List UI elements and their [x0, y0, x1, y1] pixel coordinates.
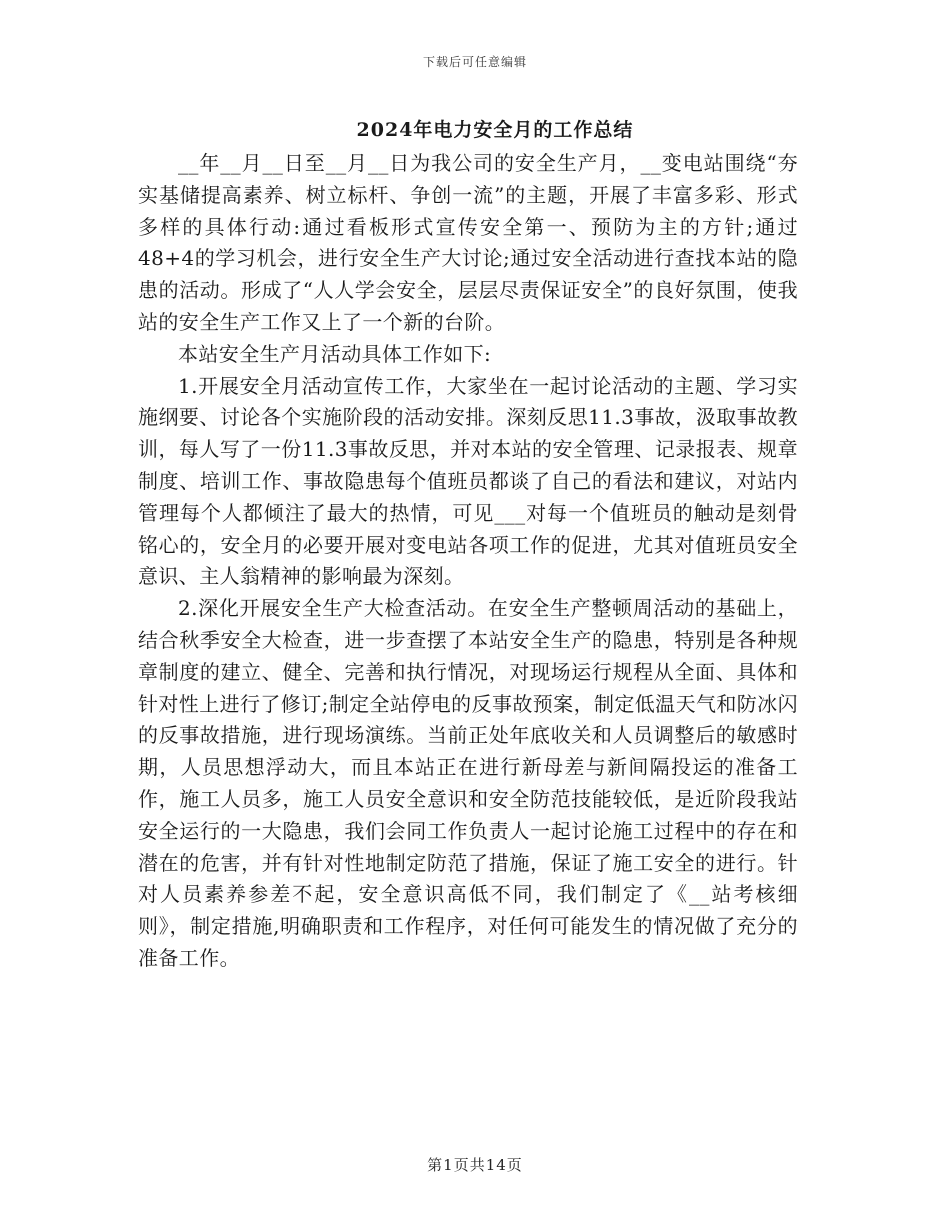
header-note: 下载后可任意编辑 — [422, 55, 527, 69]
document-body — [138, 148, 798, 975]
paragraph-item-2: 2.深化开展安全生产大检查活动。在安全生产整顿周活动的基础上，结合秋季安全大检查，进一步查摆了本站安全生产的隐患，特别是各种规章制度的建立、健全、完善和执行情况，对现场运行规程从全面、具体和针对性上进行了修订;制定全站停电的反事故预案，制定低温天气和防冰闪的反事故措施，进行现场演练。当前正处年底收关和人员调整后的敏感时期，人员思想浮动大，而且本站正在进行新母差与新间隔投运的准备工作，施工人员多，施工人员安全意识和安全防范技能较低，是近阶段我站安全运行的一大隐患，我们会同工作负责人一起讨论施工过程中的存在和潜在的危害，并有针对性地制定防范了措施，保证了施工安全的进行。针对人员素养参差不起，安全意识高低不同，我们制定了《__站考核细则》，制定措施,明确职责和工作程序，对任何可能发生的情况做了充分的准备工作。 — [138, 596, 798, 970]
page-footer: 第1页共14页 — [427, 1156, 523, 1174]
paragraph-intro: __年__月__日至__月__日为我公司的安全生产月，__变电站围绕“夯实基储提高素养、树立标杆、争创一流”的主题，开展了丰富多彩、形式多样的具体行动:通过看板形式宣传安全第一、预防为主的方针;通过48+4的学习机会，进行安全生产大讨论;通过安全活动进行查找本站的隐患的活动。形成了“人人学会安全，层层尽责保证安全”的良好氛围，使我站的安全生产工作又上了一个新的台阶。 — [138, 151, 798, 334]
paragraph-overview: 本站安全生产月活动具体工作如下: — [178, 341, 492, 366]
document-title: 2024年电力安全月的工作总结 — [356, 119, 634, 141]
paragraph-item-1: 1.开展安全月活动宣传工作，大家坐在一起讨论活动的主题、学习实施纲要、讨论各个实施阶段的活动安排。深刻反思11.3事故，汲取事故教训，每人写了一份11.3事故反思，并对本站的安全管理、记录报表、规章制度、培训工作、事故隐患每个值班员都谈了自己的看法和建议，对站内管理每个人都倾注了最大的热情，可见___对每一个值班员的触动是刻骨铭心的，安全月的必要开展对变电站各项工作的促进，尤其对值班员安全意识、主人翁精神的影响最为深刻。 — [138, 373, 798, 589]
